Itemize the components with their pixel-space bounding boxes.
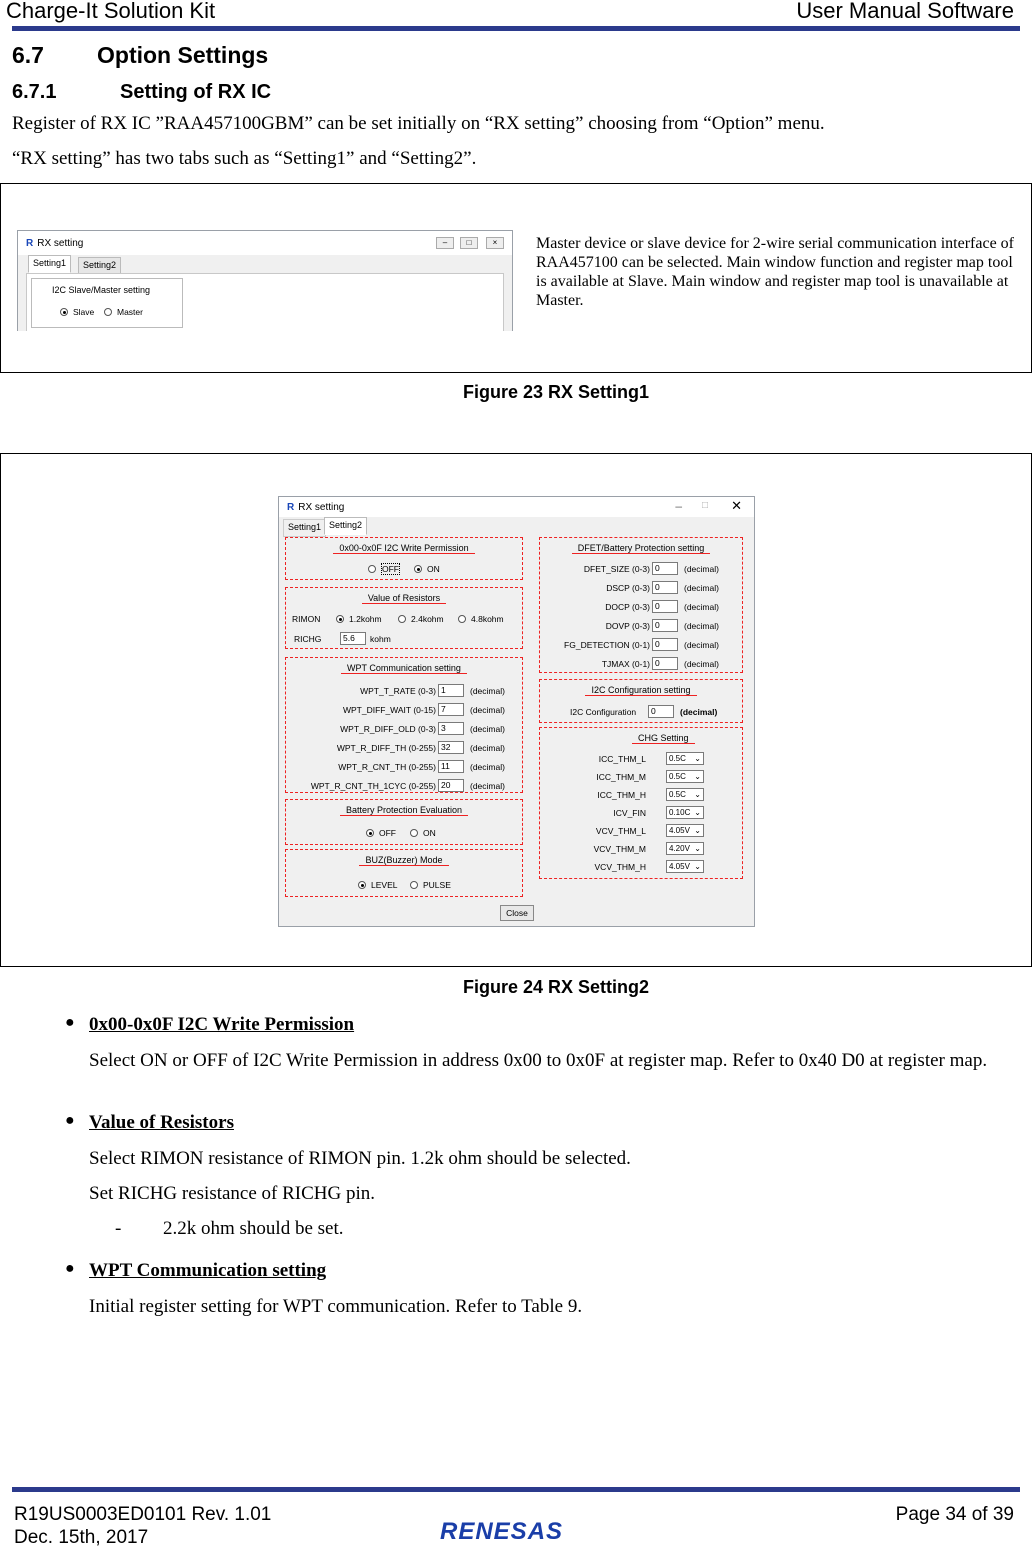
chg-row-label: ICC_THM_M: [596, 772, 646, 782]
subsection-number: 6.7.1: [12, 81, 57, 103]
tab-setting2[interactable]: Setting2: [324, 517, 367, 535]
window-titlebar: [279, 497, 754, 517]
radio-batt-off[interactable]: OFF: [366, 828, 396, 838]
bullet-text: Select ON or OFF of I2C Write Permission in address 0x00 to 0x0F at register map. Refer to 0x40 D0 at register map.: [89, 1050, 988, 1071]
bullet-text: Select RIMON resistance of RIMON pin. 1.2k ohm should be selected.: [89, 1148, 631, 1169]
chevron-down-icon: ⌄: [694, 826, 701, 835]
dfet-row-input[interactable]: 0: [652, 619, 678, 632]
chevron-down-icon: ⌄: [694, 754, 701, 763]
dfet-row-input[interactable]: 0: [652, 581, 678, 594]
section-number: 6.7: [12, 42, 44, 68]
chg-row-select[interactable]: 4.05V ⌄: [666, 824, 704, 837]
dfet-row-input[interactable]: 0: [652, 600, 678, 613]
maximize-icon[interactable]: □: [460, 237, 478, 249]
chg-row-label: VCV_THM_M: [593, 844, 646, 854]
radio-write-on[interactable]: ON: [414, 564, 440, 574]
close-icon[interactable]: ×: [486, 237, 504, 249]
dfet-row-label: FG_DETECTION (0-1): [564, 640, 650, 650]
wpt-row-input[interactable]: 20: [438, 779, 464, 792]
buz-group: [285, 849, 523, 897]
footer-rule: [12, 1487, 1020, 1492]
wpt-row-input[interactable]: 1: [438, 684, 464, 697]
dfet-title: DFET/Battery Protection setting: [540, 543, 742, 553]
figure-24-caption: Figure 24 RX Setting2: [462, 977, 650, 997]
chg-row-label: ICC_THM_L: [598, 754, 646, 764]
chevron-down-icon: ⌄: [694, 844, 701, 853]
dfet-group: [539, 537, 743, 673]
wpt-title: WPT Communication setting: [286, 663, 522, 673]
chg-row-label: ICC_THM_H: [597, 790, 646, 800]
bullet-icon: ●: [65, 1014, 75, 1031]
tab-panel: [26, 273, 504, 331]
chevron-down-icon: ⌄: [694, 790, 701, 799]
i2c-config-input[interactable]: 0: [648, 705, 674, 718]
bullet-text: Initial register setting for WPT communication. Refer to Table 9.: [89, 1296, 583, 1317]
wpt-row-label: WPT_R_CNT_TH (0-255): [338, 762, 436, 772]
wpt-row-unit: (decimal): [470, 705, 505, 715]
wpt-row-input[interactable]: 3: [438, 722, 464, 735]
dfet-row-unit: (decimal): [684, 564, 719, 574]
bullet-title: WPT Communication setting: [89, 1260, 327, 1281]
radio-rimon-2-4k[interactable]: 2.4kohm: [398, 614, 444, 624]
dfet-row-unit: (decimal): [684, 583, 719, 593]
intro-line-2: “RX setting” has two tabs such as “Setting1” and “Setting2”.: [12, 148, 477, 169]
dfet-row-input[interactable]: 0: [652, 562, 678, 575]
bullet-title: Value of Resistors: [89, 1112, 234, 1133]
i2c-config-unit: (decimal): [680, 707, 718, 717]
i2c-config-title: I2C Configuration setting: [540, 685, 742, 695]
chg-group: [539, 727, 743, 879]
chevron-down-icon: ⌄: [694, 772, 701, 781]
i2c-mode-group: [31, 278, 183, 328]
chg-row-label: VCV_THM_L: [595, 826, 646, 836]
close-button[interactable]: Close: [500, 905, 534, 921]
app-icon: R: [287, 501, 295, 513]
chg-title: CHG Setting: [540, 733, 742, 743]
rx-setting-window-2: [278, 496, 755, 927]
radio-rimon-1-2k[interactable]: 1.2kohm: [336, 614, 382, 624]
subsection-title: Setting of RX IC: [120, 81, 272, 103]
radio-buz-level[interactable]: LEVEL: [358, 880, 397, 890]
richg-label: RICHG: [294, 634, 322, 644]
footer-date: Dec. 15th, 2017: [14, 1527, 149, 1548]
figure-23-caption: Figure 23 RX Setting1: [462, 382, 650, 402]
dfet-row-unit: (decimal): [684, 659, 719, 669]
wpt-row-label: WPT_T_RATE (0-3): [360, 686, 436, 696]
i2c-config-label: I2C Configuration: [570, 707, 637, 717]
section-title: Option Settings: [97, 42, 269, 68]
dfet-row-label: DSCP (0-3): [606, 583, 650, 593]
minimize-icon[interactable]: –: [436, 237, 454, 249]
wpt-row-input[interactable]: 11: [438, 760, 464, 773]
footer-doc: R19US0003ED0101 Rev. 1.01: [14, 1504, 272, 1525]
radio-slave[interactable]: Slave: [60, 307, 94, 317]
write-permission-title: 0x00-0x0F I2C Write Permission: [286, 543, 522, 553]
wpt-row-label: WPT_DIFF_WAIT (0-15): [342, 705, 436, 715]
wpt-row-input[interactable]: 32: [438, 741, 464, 754]
radio-write-off[interactable]: OFF: [368, 564, 400, 574]
radio-buz-pulse[interactable]: PULSE: [410, 880, 451, 890]
bullet-item-wpt: [65, 1260, 1009, 1318]
dfet-row-label: TJMAX (0-1): [601, 659, 650, 669]
richg-input[interactable]: 5.6: [340, 632, 366, 645]
bullet-text: Set RICHG resistance of RICHG pin.: [89, 1183, 376, 1204]
chg-row-select[interactable]: 0.10C ⌄: [666, 806, 704, 819]
wpt-row-unit: (decimal): [470, 724, 505, 734]
wpt-row-unit: (decimal): [470, 743, 505, 753]
figure-23-frame: [0, 183, 1032, 373]
dfet-row-unit: (decimal): [684, 640, 719, 650]
bullet-title: 0x00-0x0F I2C Write Permission: [89, 1014, 355, 1035]
chg-row-select[interactable]: 0.5C ⌄: [666, 788, 704, 801]
maximize-icon[interactable]: □: [701, 500, 708, 511]
wpt-group: [285, 657, 523, 793]
bullet-icon: ●: [65, 1260, 75, 1277]
wpt-row-label: WPT_R_CNT_TH_1CYC (0-255): [310, 781, 436, 791]
chg-row-select[interactable]: 4.20V ⌄: [666, 842, 704, 855]
resistors-title: Value of Resistors: [286, 593, 522, 603]
minimize-icon[interactable]: –: [675, 499, 682, 513]
close-icon[interactable]: ✕: [731, 498, 742, 513]
header-left: Charge-It Solution Kit: [6, 0, 216, 23]
chg-row-select[interactable]: 4.05V ⌄: [666, 860, 704, 873]
i2c-mode-title: I2C Slave/Master setting: [52, 285, 151, 295]
footer-page: Page 34 of 39: [895, 1504, 1014, 1525]
bullet-item-resistors: [65, 1112, 1009, 1240]
dfet-row-unit: (decimal): [684, 602, 719, 612]
radio-master[interactable]: Master: [104, 307, 143, 317]
rx-setting-window-1: [17, 230, 513, 331]
richg-unit: kohm: [370, 634, 391, 644]
dfet-row-input[interactable]: 0: [652, 638, 678, 651]
chevron-down-icon: ⌄: [694, 862, 701, 871]
write-permission-group: [285, 537, 523, 580]
wpt-row-input[interactable]: 7: [438, 703, 464, 716]
chg-row-label: ICV_FIN: [613, 808, 646, 818]
chevron-down-icon: ⌄: [694, 808, 701, 817]
tab-setting2[interactable]: Setting2: [78, 257, 121, 275]
resistors-group: [285, 587, 523, 649]
radio-batt-on[interactable]: ON: [410, 828, 436, 838]
figure-23-description: Master device or slave device for 2-wire serial communication interface of RAA457100 can be selected. Main window function and register map tool is available at Slave. Main window and register map tool is unavailable at Master.: [536, 235, 1015, 309]
battery-eval-group: [285, 799, 523, 845]
wpt-row-unit: (decimal): [470, 762, 505, 772]
wpt-row-label: WPT_R_DIFF_TH (0-255): [336, 743, 436, 753]
buz-title: BUZ(Buzzer) Mode: [286, 855, 522, 865]
chg-row-select[interactable]: 0.5C ⌄: [666, 752, 704, 765]
sub-item: - 2.2k ohm should be set.: [115, 1218, 344, 1239]
radio-rimon-4-8k[interactable]: 4.8kohm: [458, 614, 504, 624]
wpt-row-label: WPT_R_DIFF_OLD (0-3): [340, 724, 436, 734]
dfet-row-input[interactable]: 0: [652, 657, 678, 670]
intro-line-1: Register of RX IC ”RAA457100GBM” can be set initially on “RX setting” choosing from “Option” menu.: [12, 113, 825, 134]
dfet-row-label: DOCP (0-3): [605, 602, 650, 612]
renesas-logo: RENESAS: [440, 1518, 564, 1545]
i2c-config-group: [539, 679, 743, 723]
header-rule: [12, 26, 1020, 31]
wpt-row-unit: (decimal): [470, 781, 505, 791]
tab-setting1[interactable]: Setting1: [28, 255, 71, 273]
dfet-row-label: DOVP (0-3): [605, 621, 650, 631]
bullet-icon: ●: [65, 1112, 75, 1129]
app-icon: R: [26, 237, 34, 249]
window-title: RX setting: [37, 237, 84, 249]
dfet-row-label: DFET_SIZE (0-3): [583, 564, 650, 574]
chg-row-select[interactable]: 0.5C ⌄: [666, 770, 704, 783]
tab-setting1[interactable]: Setting1: [283, 519, 326, 537]
window-title: RX setting: [298, 501, 345, 513]
chg-row-label: VCV_THM_H: [594, 862, 646, 872]
dfet-row-unit: (decimal): [684, 621, 719, 631]
figure-24-frame: [0, 453, 1032, 967]
battery-eval-title: Battery Protection Evaluation: [286, 805, 522, 815]
header-right: User Manual Software: [796, 0, 1014, 23]
wpt-row-unit: (decimal): [470, 686, 505, 696]
rimon-label: RIMON: [292, 614, 321, 624]
bullet-item-write-permission: [65, 1014, 1009, 1072]
